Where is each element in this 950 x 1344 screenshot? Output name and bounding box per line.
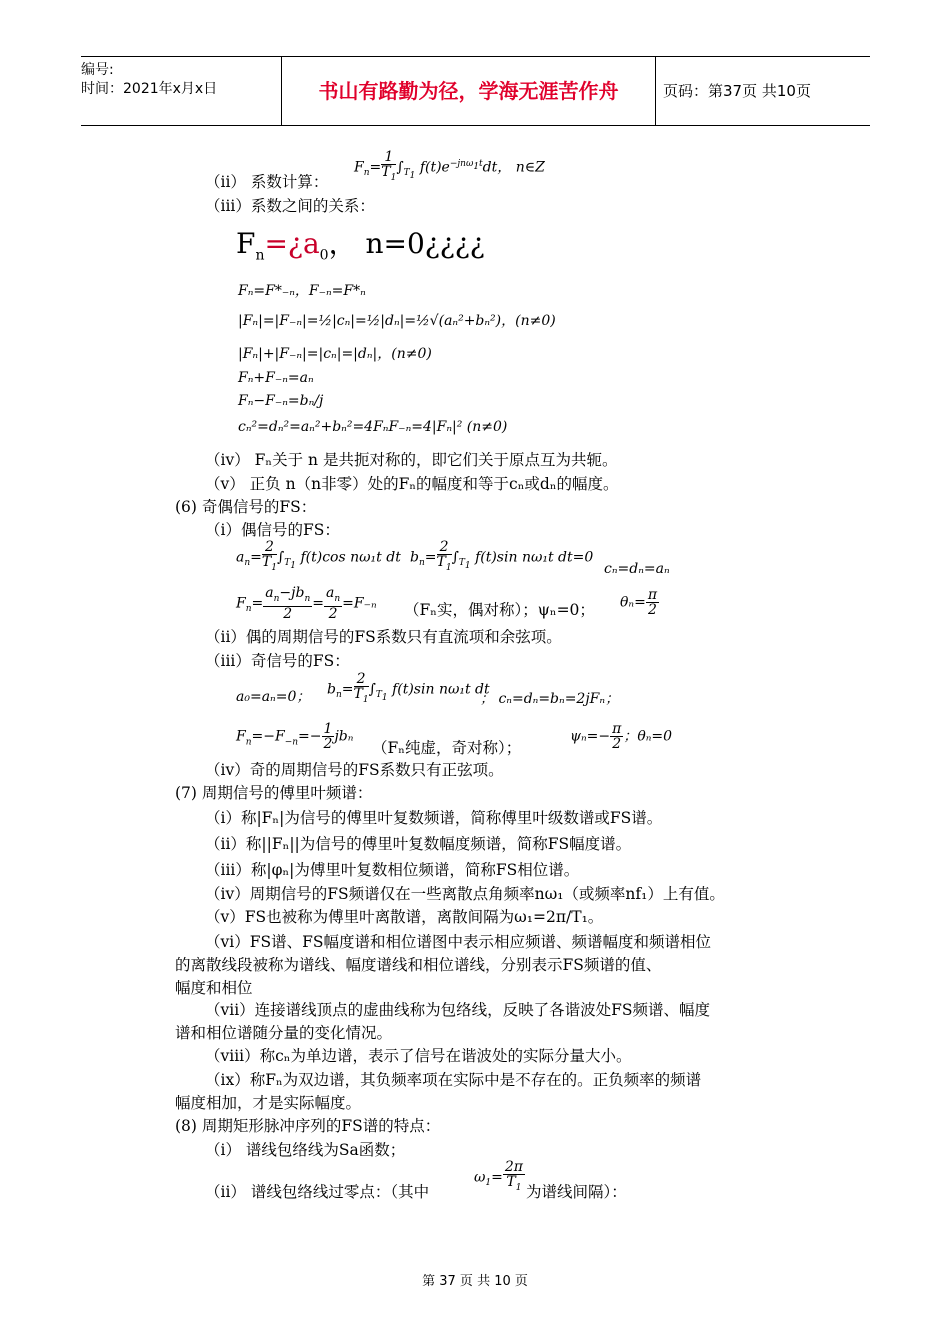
time-label: 时间：2021年x月x日 [81, 81, 218, 97]
formula-2: |Fₙ|=|F₋ₙ|=½|cₙ|=½|dₙ|=½√(aₙ²+bₙ²)，(n≠0) [238, 313, 556, 329]
line-8i: （i） 谱线包络线为Sa函数； [205, 1141, 406, 1159]
line-7iii: （iii）称|φₙ|为傅里叶复数相位频谱，简称FS相位谱。 [205, 861, 580, 879]
line-7iv: （iv）周期信号的FS频谱仅在一些离散点角频率nω₁（或频率nf₁）上有值。 [205, 885, 725, 903]
even-bn: $b_n=$ $\frac{2}{T_1}$ $\int_{T_1}$ f(t)sin nω₁t dt=0 [410, 539, 594, 573]
motto: 书山有路勤为径，学海无涯苦作舟 [281, 57, 656, 125]
line-6iv: （iv）奇的周期信号的FS系数只有正弦项。 [205, 761, 504, 779]
page-info: 页码：第37页 共10页 [663, 82, 811, 100]
line-7i: （i）称|Fₙ|为信号的傅里叶复数频谱，简称傅里叶级数谱或FS谱。 [205, 809, 663, 827]
omega-formula: $\omega_1=$ $\frac{2\pi}{T_1}$ [474, 1159, 523, 1193]
line-7ix-a: （ix）称Fₙ为双边谱，其负频率项在实际中是不存在的。正负频率的频谱 [205, 1071, 702, 1089]
odd-psi: ψₙ=− $\frac{\pi}{2}$ ；θₙ=0 [570, 721, 673, 752]
odd-note: （Fₙ纯虚，奇对称）； [372, 739, 522, 757]
page-footer: 第 37 页 共 10 页 [422, 1274, 528, 1289]
line-6: (6) 奇偶信号的FS： [175, 498, 317, 516]
formula-5: Fₙ−F₋ₙ=bₙ/j [238, 393, 324, 409]
number-label: 编号: [81, 62, 114, 78]
line-7vi-b: 的离散线段被称为谱线、幅度谱线和相位谱线，分别表示FS频谱的值、 [175, 956, 662, 974]
even-fn: $F_n=$ $\frac{a_n-jb_n}{2}$ = $\frac{a_n}{2}$ =F₋ₙ [236, 585, 377, 622]
odd-cn: ； cₙ=dₙ=bₙ=2jFₙ； [480, 691, 620, 707]
formula-coef: $F_n=$ $\frac{1}{T_1}$ $\int_{T_1}$ $f(t)e^{-jn\omega_1t}dt$， n∈Z [354, 149, 545, 183]
line-6iii: （iii）奇信号的FS： [205, 652, 350, 670]
line-7ix-b: 幅度相加，才是实际幅度。 [175, 1094, 362, 1112]
formula-6: cₙ²=dₙ²=aₙ²+bₙ²=4FₙF₋ₙ=4|Fₙ|² (n≠0) [238, 419, 508, 435]
line-7v: （v）FS也被称为傅里叶离散谱，离散间隔为ω₁=2π/T₁。 [205, 908, 604, 926]
line-7viii: （viii）称cₙ为单边谱，表示了信号在谐波处的实际分量大小。 [205, 1047, 632, 1065]
formula-3: |Fₙ|+|F₋ₙ|=|cₙ|=|dₙ|，(n≠0) [238, 346, 432, 362]
line-7ii: （ii）称||Fₙ||为信号的傅里叶复数幅度频谱，简称FS幅度谱。 [205, 835, 632, 853]
line-ii: （ii） 系数计算： [205, 173, 329, 191]
odd-bn: $b_n=$ $\frac{2}{T_1}$ $\int_{T_1}$ f(t)sin nω₁t dt [327, 671, 490, 705]
even-theta: θₙ= $\frac{\pi}{2}$ [620, 587, 658, 618]
line-iv: （iv） Fₙ关于 n 是共扼对称的，即它们关于原点互为共轭。 [205, 451, 618, 469]
line-6ii: （ii）偶的周期信号的FS系数只有直流项和余弦项。 [205, 628, 562, 646]
line-7vi-c: 幅度和相位 [175, 979, 253, 997]
line-7vii-a: （vii）连接谱线顶点的虚曲线称为包络线，反映了各谐波处FS频谱、幅度 [205, 1001, 711, 1019]
odd-fn: $F_n=-F_{-n}=-$ $\frac{1}{2}$ jbₙ [236, 721, 354, 752]
line-8ii-b: 为谱线间隔）： [526, 1183, 627, 1201]
line-7vii-b: 谱和相位谱随分量的变化情况。 [175, 1024, 393, 1042]
even-note: （Fₙ实，偶对称）；ψₙ=0； [404, 601, 595, 619]
line-iii: （iii）系数之间的关系： [205, 197, 375, 215]
header-left [81, 57, 281, 129]
even-cn: cₙ=dₙ=aₙ [604, 561, 670, 577]
document-header [81, 56, 870, 126]
line-7: (7) 周期信号的傅里叶频谱： [175, 784, 373, 802]
formula-1: Fₙ=F*₋ₙ，F₋ₙ=F*ₙ [238, 283, 366, 299]
line-8ii-a: （ii） 谱线包络线过零点：（其中 [205, 1183, 430, 1201]
formula-big: $F_n=¿a_0$， n=0¿¿¿¿ [236, 227, 485, 264]
line-7vi-a: （vi）FS谱、FS幅度谱和相位谱图中表示相应频谱、频谱幅度和频谱相位 [205, 933, 711, 951]
formula-4: Fₙ+F₋ₙ=aₙ [238, 370, 314, 386]
line-6i: （i）偶信号的FS： [205, 521, 340, 539]
odd-a0: a₀=aₙ=0； [236, 689, 311, 705]
line-v: （v） 正负 n（n非零）处的Fₙ的幅度和等于cₙ或dₙ的幅度。 [205, 475, 619, 493]
even-an: $a_n=$ $\frac{2}{T_1}$ $\int_{T_1}$ f(t)cos nω₁t dt [236, 539, 401, 573]
line-8: (8) 周期矩形脉冲序列的FS谱的特点： [175, 1117, 441, 1135]
